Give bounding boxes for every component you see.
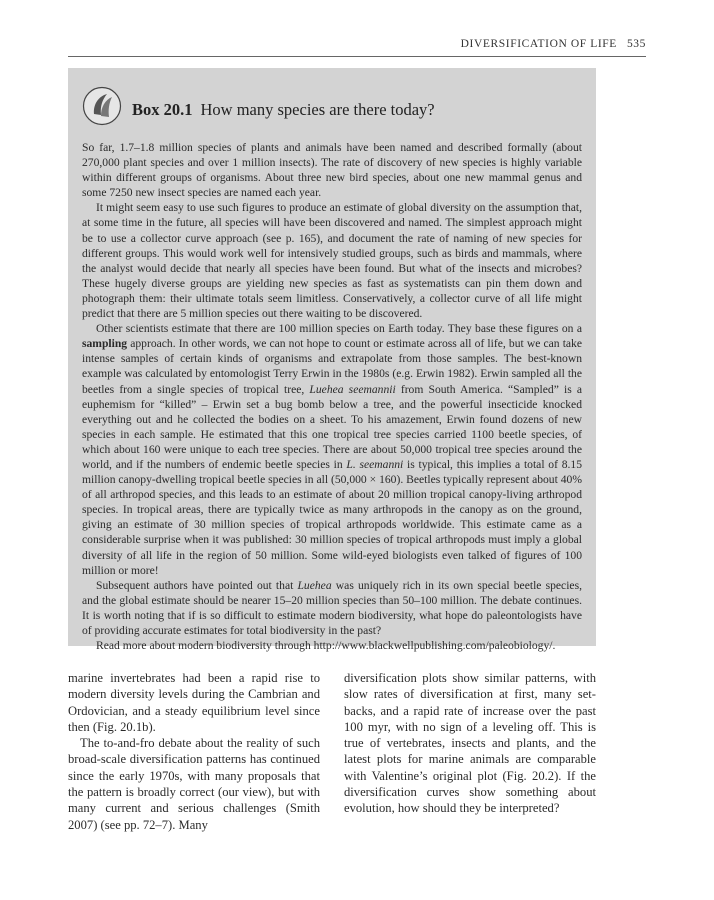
page-number: 535	[626, 38, 646, 50]
term-sampling: sampling	[82, 337, 128, 351]
right-column	[344, 670, 596, 817]
box-paragraph: So far, 1.7–1.8 million species of plants and animals have been named and described formally (about 270,000 plant species and over 1 million insects). The rate of discovery of new species is highly variable within different groups of organisms. About three new bird species, about one new mammal genus and some 7250 new insect species are named each year.	[82, 141, 582, 200]
header-rule	[68, 56, 646, 57]
box-paragraph: Subsequent authors have pointed out that Luehea was uniquely rich in its own special beetle species, and the global estimate should be nearer 15–20 million species than 50–100 million. The debate continues. It is worth noting that if is so difficult to estimate modern biodiversity, what hope do paleontologists have of providing accurate estimates for total biodiversity in the past?	[82, 578, 582, 637]
box-label: Box 20.1	[132, 100, 193, 119]
running-title: DIVERSIFICATION OF LIFE	[460, 38, 617, 50]
info-box	[68, 68, 596, 653]
box-paragraph: It might seem easy to use such figures to produce an estimate of global diversity on the assumption that, at some time in the future, all species will have been discovered and named. The simplest approach might be to use a collector curve approach (see p. 165), and document the rate of naming of new species for different groups. This would work well for intensively studied groups, such as birds and mammals, where the analyst would decide that nearly all species have been found. But what of the insects and microbes? These hugely diverse groups are yielding new species as fast as systematists can pin them down and photograph them: their ultimate totals seem limitless. Conservatively, a collector curve of all life might predict that there are 5 million species out there waiting to be discovered.	[82, 201, 582, 321]
species-name: Luehea seemannii	[309, 382, 396, 396]
box-emblem-icon	[82, 86, 122, 126]
body-paragraph: marine invertebrates had been a rapid rise to modern diversity levels during the Cambrian and Ordovician, and a steady equilibrium level since then (Fig. 20.1b).	[68, 671, 320, 734]
box-paragraph: Other scientists estimate that there are 100 million species on Earth today. They base these figures on a sampling approach. In other words, we can not hope to count or estimate across all of life, but we can take intense samples of certain kinds of organisms and extrapolate from those samples. The best-known example was calculated by entomologist Terry Erwin in the 1980s (e.g. Erwin 1982). Erwin sampled all the beetles from a single species of tropical tree, Luehea seemannii from South America. “Sampled” is a euphemism for “killed” – Erwin set a bug bomb below a tree, and the powerful insecticide knocked everything out and he collected the bodies on a sheet. To his amazement, Erwin found dozens of new species in each sample. He estimated that this one tropical tree species carried 1100 beetle species, of which about 160 were unique to each tree species. There are about 50,000 tropical tree species around the world, and if the numbers of endemic beetle species in L. seemanni is typical, this implies a total of 8.15 million canopy-dwelling tropical beetle species in all (50,000 × 160). Beetles typically represent about 40% of all arthropod species, and this leads to an estimate of about 20 million tropical canopy-living arthropod species. In tropical areas, there are typically twice as many arthropods in the canopy as on the ground, giving an estimate of 30 million species of tropical arthropods worldwide. This estimate came as a considerable surprise when it was published: 30 million species of tropical arthropods must imply a global diversity of all life in the region of 50 million. Some wild-eyed biologists even talked of figures of 100 million or more!	[82, 322, 582, 577]
box-header	[82, 86, 582, 140]
genus-name: Luehea	[297, 578, 332, 592]
body-paragraph: diversification plots show similar patterns, with slow rates of diversification at first, many set-backs, and a rapid rate of increase over the past 100 myr, with no sign of a leveling off. This is true of vertebrates, insects and plants, and the latest plots for marine animals are comparable with Valentine’s original plot (Fig. 20.2). If the diversification curves show something about evolution, how should they be interpreted?	[344, 671, 596, 816]
species-name: L. seemanni	[346, 457, 404, 471]
left-column	[68, 670, 320, 833]
box-title-text: How many species are there today?	[200, 100, 435, 119]
box-paragraph-link: Read more about modern biodiversity through http://www.blackwellpublishing.com/paleobiology/.	[96, 639, 556, 653]
box-body	[82, 140, 582, 653]
box-title	[132, 100, 435, 120]
body-paragraph: The to-and-fro debate about the reality of such broad-scale diversification patterns has continued since the early 1970s, with many proposals that the pattern is broadly correct (our view), but with many current and serious challenges (Smith 2007) (see pp. 72–7). Many	[68, 736, 320, 832]
running-head	[461, 38, 646, 50]
